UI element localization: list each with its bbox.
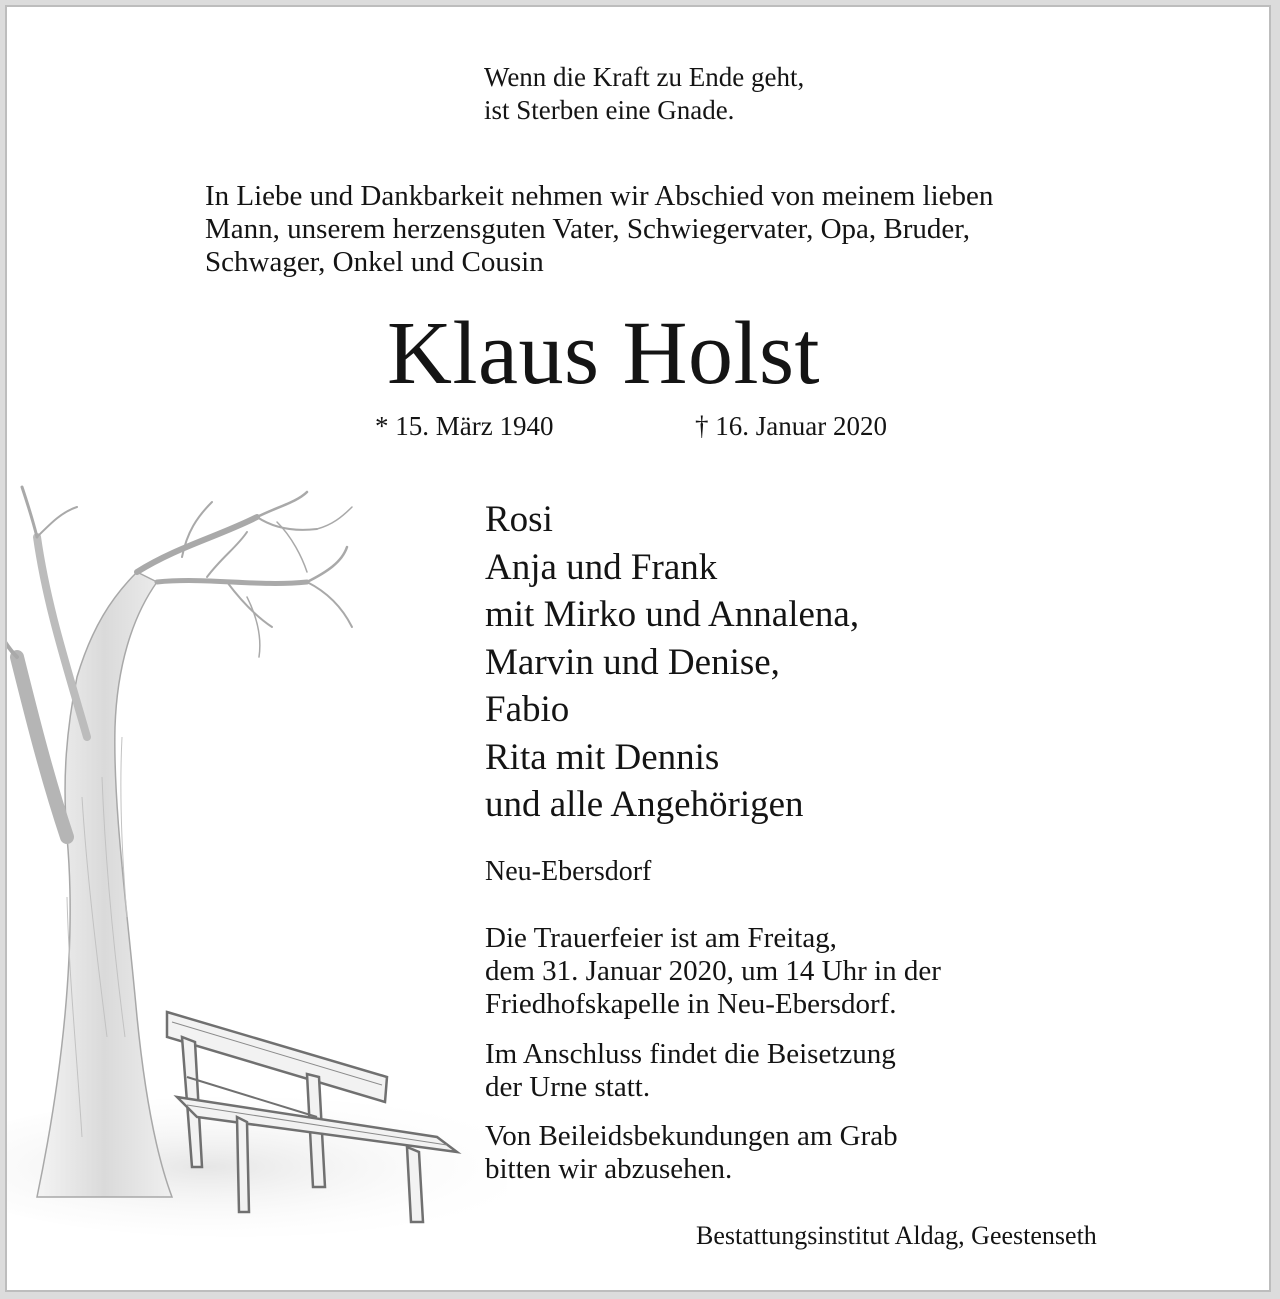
place-of-residence: Neu-Ebersdorf <box>485 856 652 887</box>
farewell-intro <box>205 180 993 279</box>
mourner-entry: und alle Angehörigen <box>485 784 804 825</box>
motto-line: ist Sterben eine Gnade. <box>484 95 735 125</box>
condolence-line: Von Beileidsbekundungen am Grab <box>485 1120 898 1152</box>
burial-line: der Urne statt. <box>485 1071 651 1103</box>
burial-info <box>485 1038 896 1104</box>
funeral-service-info <box>485 922 941 1021</box>
tree-and-bench-drawing <box>7 477 507 1237</box>
mourner-entry: Fabio <box>485 689 570 730</box>
mourner-entry: mit Mirko und Annalena, <box>485 594 860 635</box>
intro-line: In Liebe und Dankbarkeit nehmen wir Abschied von meinem lieben <box>205 180 994 212</box>
service-line: dem 31. Januar 2020, um 14 Uhr in der <box>485 955 941 987</box>
motto-line: Wenn die Kraft zu Ende geht, <box>484 62 805 92</box>
mourners-list <box>485 496 859 829</box>
mourner-entry: Marvin und Denise, <box>485 641 780 683</box>
burial-line: Im Anschluss findet die Beisetzung <box>485 1038 896 1070</box>
death-date: † 16. Januar 2020 <box>695 411 887 441</box>
mourner-entry: Rita mit Dennis <box>485 736 720 778</box>
deceased-name: Klaus Holst <box>387 304 820 403</box>
service-line: Die Trauerfeier ist am Freitag, <box>485 922 837 954</box>
funeral-home: Bestattungsinstitut Aldag, Geestenseth <box>696 1221 1097 1250</box>
condolence-note <box>485 1120 898 1186</box>
mourner-entry: Anja und Frank <box>485 546 718 588</box>
intro-line: Schwager, Onkel und Cousin <box>205 246 544 278</box>
obituary-notice <box>5 5 1271 1292</box>
condolence-line: bitten wir abzusehen. <box>485 1153 733 1185</box>
motto-quote <box>484 61 804 127</box>
mourner-entry: Rosi <box>485 499 553 540</box>
intro-line: Mann, unserem herzensguten Vater, Schwiegervater, Opa, Bruder, <box>205 213 971 245</box>
birth-date: * 15. März 1940 <box>375 411 554 441</box>
service-line: Friedhofskapelle in Neu-Ebersdorf. <box>485 988 897 1020</box>
